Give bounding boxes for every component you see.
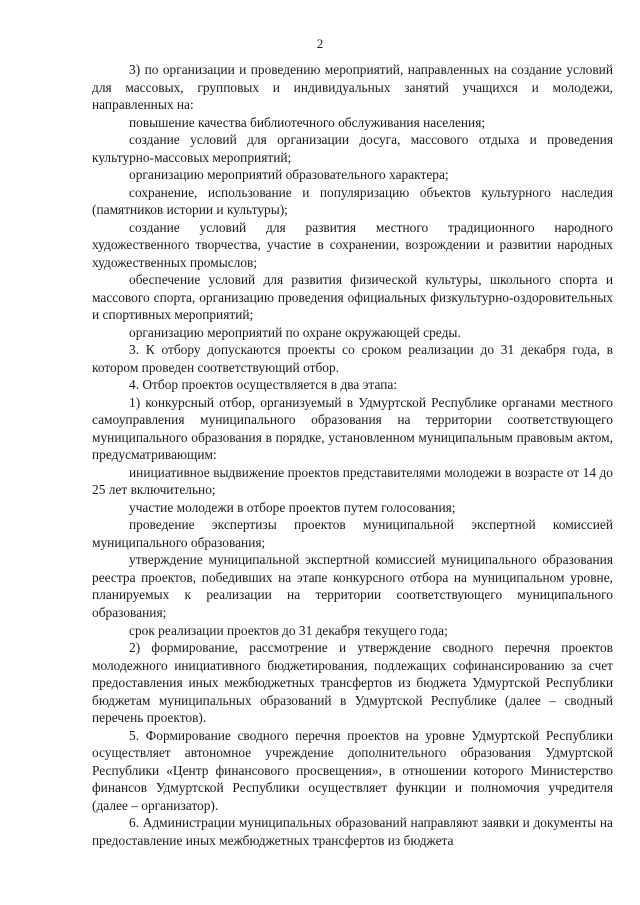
- paragraph: 3. К отбору допускаются проекты со сроком реализации до 31 декабря года, в котором проведен соответствующий отбор.: [92, 342, 613, 375]
- paragraph: сохранение, использование и популяризацию объектов культурного наследия (памятников истории и культуры);: [92, 184, 613, 218]
- paragraph: обеспечение условий для развития физической культуры, школьного спорта и массового спорта, организацию проведения официальных физкультурно-оздоровительных и спортивных мероприятий;: [92, 272, 613, 323]
- paragraph: утверждение муниципальной экспертной комиссией муниципального образования реестра проектов, победивших на этапе конкурсного отбора на муниципальном уровне, планируемых к реализации на территории соответствующего муниципального образования;: [92, 552, 613, 620]
- paragraph: срок реализации проектов до 31 декабря текущего года;: [129, 622, 448, 638]
- paragraph: инициативное выдвижение проектов представителями молодежи в возрасте от 14 до 25 лет включительно;: [92, 464, 613, 498]
- paragraph: 3) по организации и проведению мероприятий, направленных на создание условий для массовых, групповых и индивидуальных занятий учащихся и молодежи, направленных на:: [92, 62, 613, 113]
- paragraph: организацию мероприятий образовательного характера;: [129, 167, 449, 183]
- page-number: 2: [316, 36, 324, 51]
- paragraph: проведение экспертизы проектов муниципальной экспертной комиссией муниципального образования;: [92, 517, 613, 550]
- paragraph: 1) конкурсный отбор, организуемый в Удмуртской Республике органами местного самоуправления муниципального образования на территории соответствующего муниципального образования в порядке, установленном муниципальным правовым актом, предусматривающим:: [92, 394, 613, 463]
- paragraph: 4. Отбор проектов осуществляется в два этапа:: [129, 377, 398, 393]
- paragraph: создание условий для организации досуга, массового отдыха и проведения культурно-массовых мероприятий;: [92, 132, 613, 165]
- paragraph: 5. Формирование сводного перечня проектов на уровне Удмуртской Республики осуществляет автономное учреждение дополнительного образования Удмуртской Республики «Центр финансового просвещения», в отношении которого Министерство финансов Удмуртской Республики осуществляет функции и полномочия учредителя (далее – организатор).: [92, 727, 613, 813]
- paragraph: 6. Администрации муниципальных образований направляют заявки и документы на предоставление иных межбюджетных трансфертов из бюджета: [92, 815, 613, 848]
- paragraph: повышение качества библиотечного обслуживания населения;: [129, 114, 486, 130]
- paragraph: организацию мероприятий по охране окружающей среды.: [129, 324, 461, 340]
- paragraph: создание условий для развития местного традиционного народного художественного творчества, участие в сохранении, возрождении и развитии народных художественных промыслов;: [92, 219, 613, 270]
- document-body: [92, 61, 613, 849]
- paragraph: 2) формирование, рассмотрение и утверждение сводного перечня проектов молодежного инициативного бюджетирования, подлежащих софинансированию за счет предоставления иных межбюджетных трансфертов из бюджета Удмуртской Республики бюджетам муниципальных образований в Удмуртской Республике (далее – сводный перечень проектов).: [92, 640, 613, 726]
- paragraph: участие молодежи в отборе проектов путем голосования;: [129, 499, 456, 515]
